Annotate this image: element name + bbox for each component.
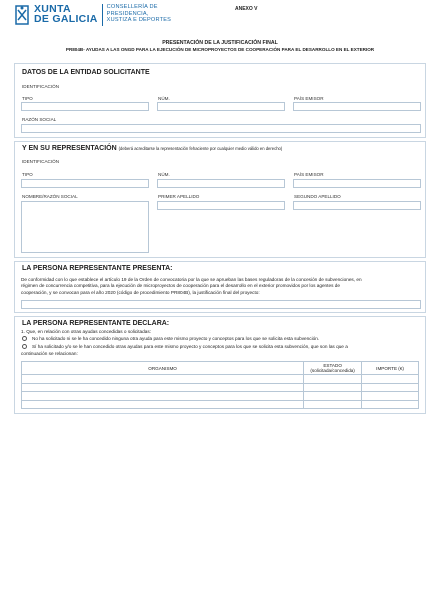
- col-organismo: ORGANISMO: [22, 362, 304, 375]
- radio-si-solicitado[interactable]: [22, 344, 27, 349]
- justificacion-field[interactable]: [21, 300, 421, 309]
- razon-social-field[interactable]: [21, 124, 421, 133]
- section-representacion: [14, 141, 426, 258]
- num-rep-field[interactable]: [157, 179, 285, 188]
- option-si-solicitado-cont: continuación se relacionan:: [21, 351, 78, 356]
- representacion-note: (deberá acreditarse la representación fehaciente por cualquier medio válido en derecho): [118, 146, 283, 151]
- logo-divider: [102, 4, 103, 26]
- section-title-representacion: Y EN SU REPRESENTACIÓN (deberá acreditarse la representación fehaciente por cualquier medio válido en derecho): [22, 145, 283, 152]
- tipo-rep-field[interactable]: [21, 179, 149, 188]
- estado-cell[interactable]: [304, 392, 362, 401]
- organismo-cell[interactable]: [22, 392, 304, 401]
- presenta-paragraph: De conformidad con lo que establece el artículo 19 de la Orden de convocatoria por la que se aprueban las bases reguladoras de la concesión de subvenciones, en régimen de concurrencia competitiva, para la ejecución de microproyectos de cooperación para el desarrollo en el exterior promovidos por los agentes de cooperación, y se convocan para el año 2020 (código de procedimiento PR804B), la justificación final del proyecto:: [21, 277, 362, 295]
- document-title: [14, 40, 426, 53]
- num-field[interactable]: [157, 102, 285, 111]
- anexo-label: ANEXO V: [235, 6, 258, 12]
- organismo-cell[interactable]: [22, 375, 304, 384]
- col-importe: IMPORTE (€): [362, 362, 419, 375]
- title-sub: PR804B- AYUDAS A LAS ONGD PARA LA EJECUCIÓN DE MICROPROYECTOS DE COOPERACIÓN PARA EL DESARROLLO EN EL EXTERIOR: [65, 47, 375, 52]
- organismo-cell[interactable]: [22, 383, 304, 392]
- label-pais-rep: PAÍS EMISOR: [294, 172, 324, 177]
- department-name: CONSELLERÍA DE PRESIDENCIA, XUSTIZA E DEPORTES: [106, 4, 172, 24]
- declaration-question-1: 1. Que, en relación con otras ayudas concedidas o solicitadas:: [21, 329, 152, 334]
- logo-line1: XUNTA: [34, 3, 71, 15]
- title-main: PRESENTACIÓN DE LA JUSTIFICACIÓN FINAL: [162, 40, 278, 46]
- importe-cell[interactable]: [362, 400, 419, 409]
- pais-field[interactable]: [293, 102, 421, 111]
- label-identificacion-rep: IDENTIFICACIÓN: [22, 159, 60, 164]
- logo-line2: DE GALICIA: [34, 13, 98, 25]
- estado-cell[interactable]: [304, 375, 362, 384]
- option-si-solicitado: Sí ha solicitado y/o se le han concedido otras ayudas para este mismo proyecto y conceptos para los que se solicita esta subvención, que son las que a: [32, 344, 348, 349]
- label-nombre: NOMBRE/RAZÓN SOCIAL: [22, 194, 78, 199]
- nombre-field[interactable]: [21, 201, 149, 253]
- section-entidad: [14, 63, 426, 138]
- table-row: [22, 400, 419, 409]
- xunta-logo: [14, 4, 171, 26]
- radio-no-solicitado[interactable]: [22, 336, 27, 341]
- table-row: [22, 392, 419, 401]
- label-pais: PAÍS EMISOR: [294, 96, 324, 101]
- label-num-rep: NÚM.: [158, 172, 170, 177]
- section-title-presenta: LA PERSONA REPRESENTANTE PRESENTA:: [22, 265, 173, 272]
- estado-cell[interactable]: [304, 383, 362, 392]
- section-title-entidad: DATOS DE LA ENTIDAD SOLICITANTE: [22, 69, 150, 76]
- importe-cell[interactable]: [362, 392, 419, 401]
- table-row: [22, 375, 419, 384]
- label-num: NÚM.: [158, 96, 170, 101]
- importe-cell[interactable]: [362, 375, 419, 384]
- label-tipo: TIPO: [22, 96, 33, 101]
- table-header-row: [22, 362, 419, 375]
- table-row: [22, 383, 419, 392]
- label-razon-social: RAZÓN SOCIAL: [22, 117, 57, 122]
- segundo-apellido-field[interactable]: [293, 201, 421, 210]
- label-identificacion: IDENTIFICACIÓN: [22, 84, 60, 89]
- label-tipo-rep: TIPO: [22, 172, 33, 177]
- importe-cell[interactable]: [362, 383, 419, 392]
- section-declara: [14, 316, 426, 414]
- ayudas-table: [21, 361, 419, 409]
- primer-apellido-field[interactable]: [157, 201, 285, 210]
- organismo-cell[interactable]: [22, 400, 304, 409]
- col-estado: ESTADO (solicitada/concedida): [304, 362, 362, 375]
- option-no-solicitado: No ha solicitado ni se le ha concedido ninguna otra ayuda para este mismo proyecto y conceptos para los que se solicita esta subvención.: [32, 336, 320, 341]
- xunta-emblem-icon: [14, 4, 30, 26]
- label-segundo-apellido: SEGUNDO APELLIDO: [294, 194, 341, 199]
- label-primer-apellido: PRIMER APELLIDO: [158, 194, 200, 199]
- pais-rep-field[interactable]: [293, 179, 421, 188]
- page-header: [14, 4, 426, 32]
- tipo-field[interactable]: [21, 102, 149, 111]
- section-title-declara: LA PERSONA REPRESENTANTE DECLARA:: [22, 320, 170, 327]
- estado-cell[interactable]: [304, 400, 362, 409]
- section-presenta: [14, 261, 426, 313]
